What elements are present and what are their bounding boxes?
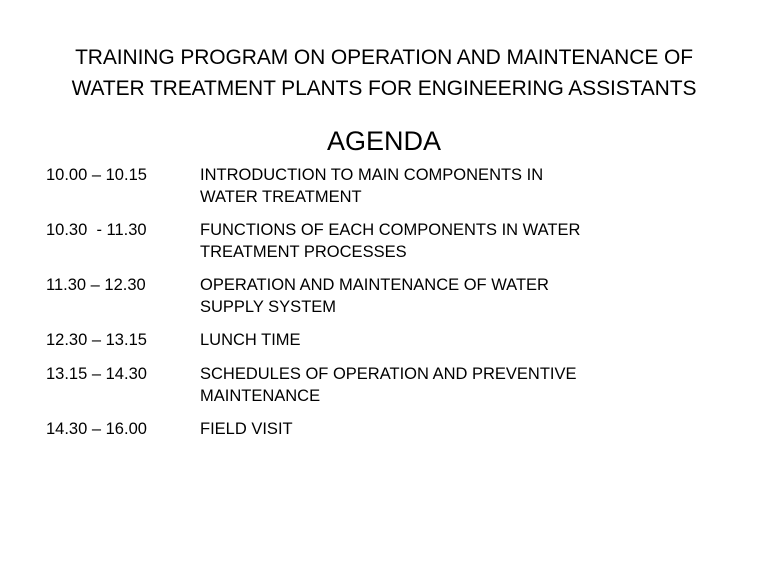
agenda-description-line: WATER TREATMENT bbox=[200, 188, 362, 206]
agenda-description-line: FUNCTIONS OF EACH COMPONENTS IN WATER bbox=[200, 221, 581, 239]
agenda-time: 10.00 – 10.15 bbox=[46, 166, 147, 184]
agenda-time: 10.30 - 11.30 bbox=[46, 221, 147, 239]
agenda-time: 13.15 – 14.30 bbox=[46, 365, 147, 383]
agenda-description bbox=[200, 274, 620, 318]
slide-title bbox=[30, 42, 738, 104]
agenda-description bbox=[200, 418, 620, 440]
agenda-description-line: MAINTENANCE bbox=[200, 387, 321, 405]
agenda-time: 14.30 – 16.00 bbox=[46, 420, 147, 438]
title-line-2: WATER TREATMENT PLANTS FOR ENGINEERING ASSISTANTS bbox=[71, 77, 697, 100]
agenda-description-line: FIELD VISIT bbox=[200, 420, 293, 438]
agenda-description-line: LUNCH TIME bbox=[200, 331, 301, 349]
agenda-description-line: INTRODUCTION TO MAIN COMPONENTS IN bbox=[200, 166, 544, 184]
agenda-description-line: TREATMENT PROCESSES bbox=[200, 243, 407, 261]
agenda-heading: AGENDA bbox=[326, 126, 442, 156]
agenda-description-line: SCHEDULES OF OPERATION AND PREVENTIVE bbox=[200, 365, 577, 383]
agenda-description bbox=[200, 363, 620, 407]
agenda-description bbox=[200, 164, 620, 208]
agenda-description-line: SUPPLY SYSTEM bbox=[200, 298, 337, 316]
title-line-1: TRAINING PROGRAM ON OPERATION AND MAINTENANCE OF bbox=[75, 46, 693, 69]
agenda-time: 11.30 – 12.30 bbox=[46, 276, 146, 294]
agenda-description bbox=[200, 219, 620, 263]
agenda-description-line: OPERATION AND MAINTENANCE OF WATER bbox=[200, 276, 549, 294]
agenda-time: 12.30 – 13.15 bbox=[46, 331, 147, 349]
agenda-description bbox=[200, 329, 620, 351]
